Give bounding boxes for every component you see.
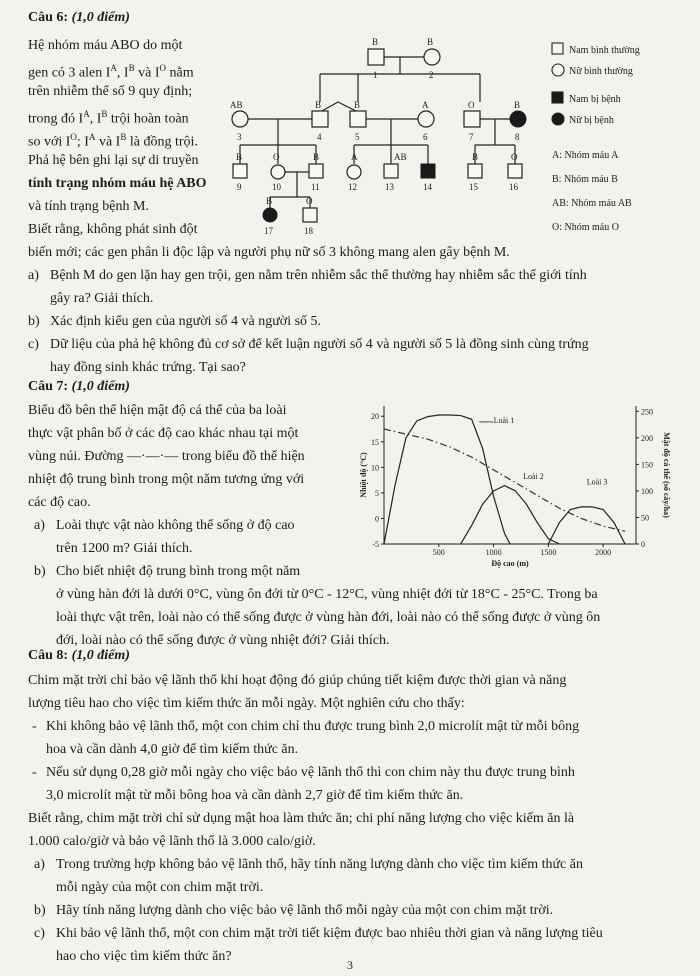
q8-after-line: Biết rằng, chim mặt trời chỉ sử dụng mật hoa làm thức ăn; chi phí năng lượng cho việc kiếm ăn là — [28, 811, 575, 826]
legend-label: O: Nhóm máu O — [552, 222, 619, 233]
q6-text-line: và tính trạng bệnh M. — [28, 199, 149, 214]
person-3-female — [232, 111, 248, 127]
q7-heading: Câu 7: (1,0 điểm) — [28, 379, 130, 394]
person-4-male — [312, 111, 328, 127]
blood-type-label: B — [514, 100, 521, 110]
blood-type-label: O — [273, 152, 280, 162]
q7-text-line: thực vật phân bố ở các độ cao khác nhau tại một — [28, 426, 299, 441]
person-12-female — [347, 165, 361, 179]
blood-type-label: B — [472, 152, 479, 162]
y-axis-left-title: Nhiệt độ (°C) — [359, 452, 368, 498]
page-number: 3 — [347, 958, 353, 972]
species-label: Loài 2 — [523, 472, 544, 482]
person-number: 18 — [304, 226, 313, 236]
q6-item-b-line: Xác định kiểu gen của người số 4 và người số 5. — [50, 314, 322, 329]
blood-type-label: B — [372, 37, 379, 47]
q6-text-line: so với $I^O$; $I^A$ và $I^B$ là đồng trội. — [28, 132, 198, 150]
y-left-tick-label: 10 — [371, 463, 379, 473]
person-15-male — [468, 164, 482, 178]
q6-item-c-line: hay đồng sinh khác trứng. Tại sao? — [50, 360, 246, 375]
q6-continuation: biến mới; các gen phân li độc lập và người phụ nữ số 3 không mang alen gây bệnh M. — [28, 245, 510, 260]
person-number: 5 — [355, 132, 360, 142]
legend-normal-male-icon — [552, 43, 563, 54]
y-right-tick-label: 150 — [641, 460, 653, 470]
legend-label: AB: Nhóm máu AB — [552, 198, 632, 209]
person-7-male — [464, 111, 480, 127]
blood-type-label: B — [354, 100, 361, 110]
blood-type-label: A — [422, 100, 429, 110]
person-number: 9 — [237, 182, 242, 192]
y-left-tick-label: 20 — [371, 412, 379, 422]
legend-label: Nữ bình thường — [569, 66, 633, 77]
q6-text-line: Biết rằng, không phát sinh đột — [28, 222, 198, 237]
q8-item-a-line: Trong trường hợp không bảo vệ lãnh thổ, hãy tính năng lượng dành cho việc tìm kiếm thức ăn — [56, 857, 583, 872]
q6-text-line: Phả hệ bên ghi lại sự di truyền — [28, 153, 199, 168]
species-curve-2 — [461, 486, 560, 544]
q8-item-label: b) — [34, 903, 46, 918]
q7-text-line: các độ cao. — [28, 495, 91, 510]
person-number: 10 — [272, 182, 281, 192]
legend-label: A: Nhóm máu A — [552, 150, 619, 161]
blood-type-label: B — [313, 152, 320, 162]
blood-type-label: AB — [230, 100, 243, 110]
x-tick-label: 2000 — [595, 548, 612, 557]
q8-bullet-dash: - — [32, 765, 37, 780]
person-10-female — [271, 165, 285, 179]
y-left-tick-label: -5 — [372, 540, 379, 549]
species-label: Loài 1 — [493, 415, 515, 425]
y-right-tick-label: 50 — [641, 513, 649, 523]
person-number: 16 — [509, 182, 518, 192]
person-14-male-affected — [421, 164, 435, 178]
q8-item-b-line: Hãy tính năng lượng dành cho việc bảo vệ lãnh thổ mỗi ngày của một con chim mặt trời. — [56, 903, 554, 918]
blood-type-label: O — [306, 196, 313, 206]
q8-text-line: Chim mặt trời chỉ bảo vệ lãnh thổ khi hoạt động đó giúp chúng tiết kiệm được thời gian và năng — [28, 673, 567, 688]
y-axis-right-title: Mật độ cá thể (số cây/ha) — [662, 432, 671, 518]
person-16-male — [508, 164, 522, 178]
person-5-male — [350, 111, 366, 127]
q7-item-b-line: ở vùng hàn đới là dưới 0°C, vùng ôn đới từ 0°C - 12°C, vùng nhiệt đới từ 18°C - 25°C. Trong ba — [56, 587, 598, 602]
pedigree-diagram — [228, 32, 678, 242]
q6-item-a-line: Bệnh M do gen lặn hay gen trội, gen nằm trên nhiễm sắc thể thường hay nhiễm sắc thể giới tính — [50, 268, 587, 283]
q6-item-c-line: Dữ liệu của phả hệ không đủ cơ sở để kết luận người số 4 và người số 5 là đồng sinh cùng trứng — [50, 337, 589, 352]
person-17-female-affected — [263, 208, 277, 222]
person-number: 13 — [385, 182, 394, 192]
person-number: 14 — [423, 182, 432, 192]
q8-item-label: a) — [34, 857, 45, 872]
q7-text-line: nhiệt độ trung bình trong một năm tương ứng với — [28, 472, 305, 487]
blood-type-label: B — [266, 196, 273, 206]
legend-affected-female-icon — [552, 113, 564, 125]
q7-text-line: Biểu đồ bên thể hiện mật độ cá thể của ba loài — [28, 403, 287, 418]
q8-item-c-line: hao cho việc tìm kiếm thức ăn? — [56, 949, 232, 964]
species-curve-1 — [384, 415, 510, 544]
person-number: 4 — [317, 132, 322, 142]
q6-text-line: trong đó $I^A$, $I^B$ trội hoàn toàn — [28, 109, 189, 127]
person-number: 3 — [237, 132, 242, 142]
blood-type-label: AB — [394, 152, 407, 162]
q7-item-label: b) — [34, 564, 46, 579]
blood-type-label: O — [511, 152, 518, 162]
person-6-female — [418, 111, 434, 127]
person-8-female-affected — [510, 111, 526, 127]
q8-bullet-dash: - — [32, 719, 37, 734]
blood-type-label: B — [427, 37, 434, 47]
legend-label: B: Nhóm máu B — [552, 174, 618, 185]
q8-bullet-line: hoa và cần dành 4,0 giờ để tìm kiếm thức ăn. — [46, 742, 299, 757]
q8-item-c-line: Khi bảo vệ lãnh thổ, một con chim mặt trời tiết kiệm được bao nhiêu thời gian và năng lượng tiêu — [56, 926, 603, 941]
person-number: 1 — [373, 70, 378, 80]
q8-text-line: lượng tiêu hao cho việc tìm kiếm thức ăn mỗi ngày. Một nghiên cứu cho thấy: — [28, 696, 465, 711]
species-curve-3 — [548, 507, 625, 544]
legend-affected-male-icon — [552, 92, 563, 103]
legend-normal-female-icon — [552, 64, 564, 76]
q6-text-line: tính trạng nhóm máu hệ ABO — [28, 176, 207, 191]
q8-bullet-line: 3,0 microlít mật từ mỗi bông hoa và cần dành 2,7 giờ để tìm kiếm thức ăn. — [46, 788, 464, 803]
q6-item-a-line: gây ra? Giải thích. — [50, 291, 154, 306]
q6-text-line: Hệ nhóm máu ABO do một — [28, 38, 183, 53]
person-number: 12 — [348, 182, 357, 192]
q6-heading: Câu 6: (1,0 điểm) — [28, 10, 130, 25]
x-tick-label: 1000 — [485, 548, 502, 557]
person-number: 2 — [429, 70, 434, 80]
species-label: Loài 3 — [586, 477, 608, 487]
y-right-tick-label: 100 — [641, 486, 653, 496]
person-number: 7 — [469, 132, 474, 142]
x-tick-label: 500 — [432, 548, 445, 557]
person-number: 15 — [469, 182, 478, 192]
legend-label: Nam bình thường — [569, 45, 640, 56]
q8-item-a-line: mỗi ngày của một con chim mặt trời. — [56, 880, 264, 895]
q6-text-line: gen có 3 alen $I^A$, $I^B$ và $I^O$ nằm — [28, 63, 194, 81]
y-right-tick-label: 0 — [641, 540, 645, 549]
person-number: 6 — [423, 132, 428, 142]
y-right-tick-label: 200 — [641, 433, 653, 443]
person-1-male — [368, 49, 384, 65]
y-left-tick-label: 0 — [375, 514, 379, 524]
altitude-density-chart — [356, 394, 676, 570]
q8-after-line: 1.000 calo/giờ và bảo vệ lãnh thổ là 3.000 calo/giờ. — [28, 834, 316, 849]
person-11-male — [309, 164, 323, 178]
q7-item-b-line: Cho biết nhiệt độ trung bình trong một năm — [56, 564, 301, 579]
q7-item-a-line: Loài thực vật nào không thể sống ở độ cao — [56, 518, 295, 533]
person-9-male — [233, 164, 247, 178]
person-number: 11 — [311, 182, 320, 192]
q6-item-label: b) — [28, 314, 40, 329]
person-2-female — [424, 49, 440, 65]
blood-type-label: A — [351, 152, 358, 162]
q8-item-label: c) — [34, 926, 45, 941]
legend-label: Nam bị bệnh — [569, 94, 621, 105]
y-left-tick-label: 5 — [375, 488, 379, 498]
q7-text-line: vùng núi. Đường —·—·— trong biểu đồ thể hiện — [28, 449, 305, 464]
q6-item-label: c) — [28, 337, 39, 352]
q6-text-line: trên nhiễm thể số 9 quy định; — [28, 84, 193, 99]
q7-item-b-line: loài thực vật trên, loài nào có thể sống được ở vùng hàn đới, loài nào có thể sống được ở vùng ôn — [56, 610, 601, 625]
blood-type-label: B — [315, 100, 322, 110]
legend-label: Nữ bị bệnh — [569, 115, 614, 126]
person-number: 8 — [515, 132, 520, 142]
x-axis-title: Độ cao (m) — [491, 559, 529, 568]
q7-item-label: a) — [34, 518, 45, 533]
q8-bullet-line: Nếu sử dụng 0,28 giờ mỗi ngày cho việc bảo vệ lãnh thổ thì con chim này thu được trung bình — [46, 765, 575, 780]
blood-type-label: O — [468, 100, 475, 110]
y-left-tick-label: 15 — [371, 437, 379, 447]
x-tick-label: 1500 — [540, 548, 557, 557]
q8-heading: Câu 8: (1,0 điểm) — [28, 648, 130, 663]
q7-item-a-line: trên 1200 m? Giải thích. — [56, 541, 193, 556]
person-18-male — [303, 208, 317, 222]
person-13-male — [384, 164, 398, 178]
q7-item-b-line: đới, loài nào có thể sống được ở vùng nhiệt đới? Giải thích. — [56, 633, 390, 648]
blood-type-label: B — [236, 152, 243, 162]
q8-bullet-line: Khi không bảo vệ lãnh thổ, một con chim chỉ thu được trung bình 2,0 microlít mật từ mỗi bông — [46, 719, 580, 734]
person-number: 17 — [264, 226, 273, 236]
y-right-tick-label: 250 — [641, 407, 653, 417]
q6-item-label: a) — [28, 268, 39, 283]
